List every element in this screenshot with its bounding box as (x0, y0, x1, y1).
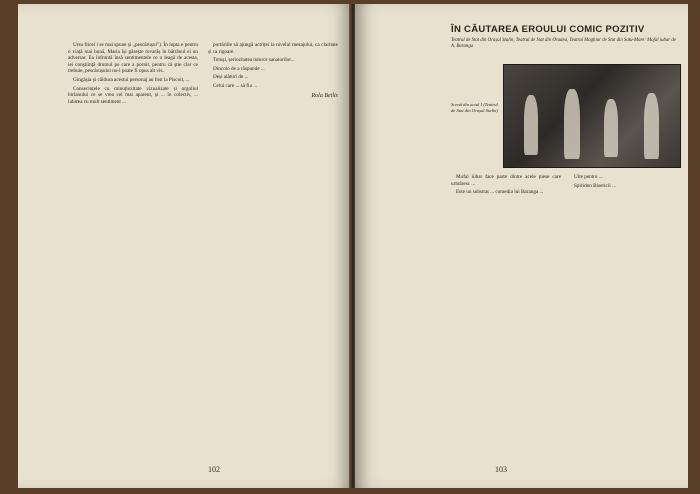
left-column-2 (208, 42, 338, 107)
left-column-1 (68, 42, 198, 107)
paragraph: Spiridon Bisericii ... (574, 182, 616, 189)
actor-figure (604, 99, 618, 157)
right-column-1 (451, 174, 561, 198)
paragraph: portăriile să ajungă actriței la nivelul mesajului, ca claritate și ca rigoare. (208, 42, 338, 55)
open-book (18, 4, 688, 488)
actor-figure (564, 89, 580, 159)
paragraph: Mofal iubar face parte dintre acele piese care urmăresc ... (451, 174, 561, 187)
article-header (451, 24, 679, 50)
stage-photo (503, 64, 681, 168)
actor-figure (524, 95, 538, 155)
paragraph: Totuși, șeriozitatea tuturor sanatorilor... (213, 57, 295, 64)
actor-figure (644, 93, 659, 159)
right-page (355, 4, 688, 488)
paragraph: Uite pentru ... (574, 174, 603, 180)
right-page-columns (451, 174, 679, 198)
paragraph: Deși alături de ... (213, 74, 249, 81)
left-page-columns (68, 42, 338, 107)
page-number-left: 102 (208, 465, 220, 474)
paragraph: Dincolo de a răspunde ... (213, 65, 265, 72)
right-column-2 (569, 174, 679, 198)
article-subtitle: Teatrul de Stat din Orașul Stalin, Teatrul de Stat din Oradea, Teatrul Maghiar de Stat din Satu-Mare: Mofal iubar de A. Baranga (451, 38, 676, 49)
paragraph: Celui care ... să fiu ... (213, 82, 258, 89)
paragraph: Ursu fiicei i se mai spune și „pescărușul"). În lupta e pentru o viață mai bună, Maria își găsește tovarăș în bătrânul ei un adversar. Ea înfruntă însă sentimentele ce o leagă de acesta, iei conștiință drumul pe care a pornit, pentru că știe clar ce trebuie, pescărușului nu-l poate fi opus alt vis. (68, 42, 198, 75)
left-page (18, 4, 351, 488)
paragraph: Este un substrat ... comedia lui Baranga ... (456, 189, 544, 196)
author-signature: Rola Beilis (311, 92, 338, 99)
paragraph: Gingășia și căldura acestui personaj au fost la Piscoit, ... (73, 76, 190, 83)
article-title: ÎN CĂUTAREA EROULUI COMIC POZITIV (451, 24, 645, 35)
page-number-right: 103 (495, 465, 507, 474)
paragraph: Consecințele cu minuțiozitate vizualizate și orgoliul birlanului ce se vrea cel mai aparent, și ... în colectiv, ... iubirea cu mult sentiment ... (68, 85, 198, 105)
photo-caption: Scenă din actul I (Teatrul de Stat din Orașul Stalin) (451, 102, 498, 113)
